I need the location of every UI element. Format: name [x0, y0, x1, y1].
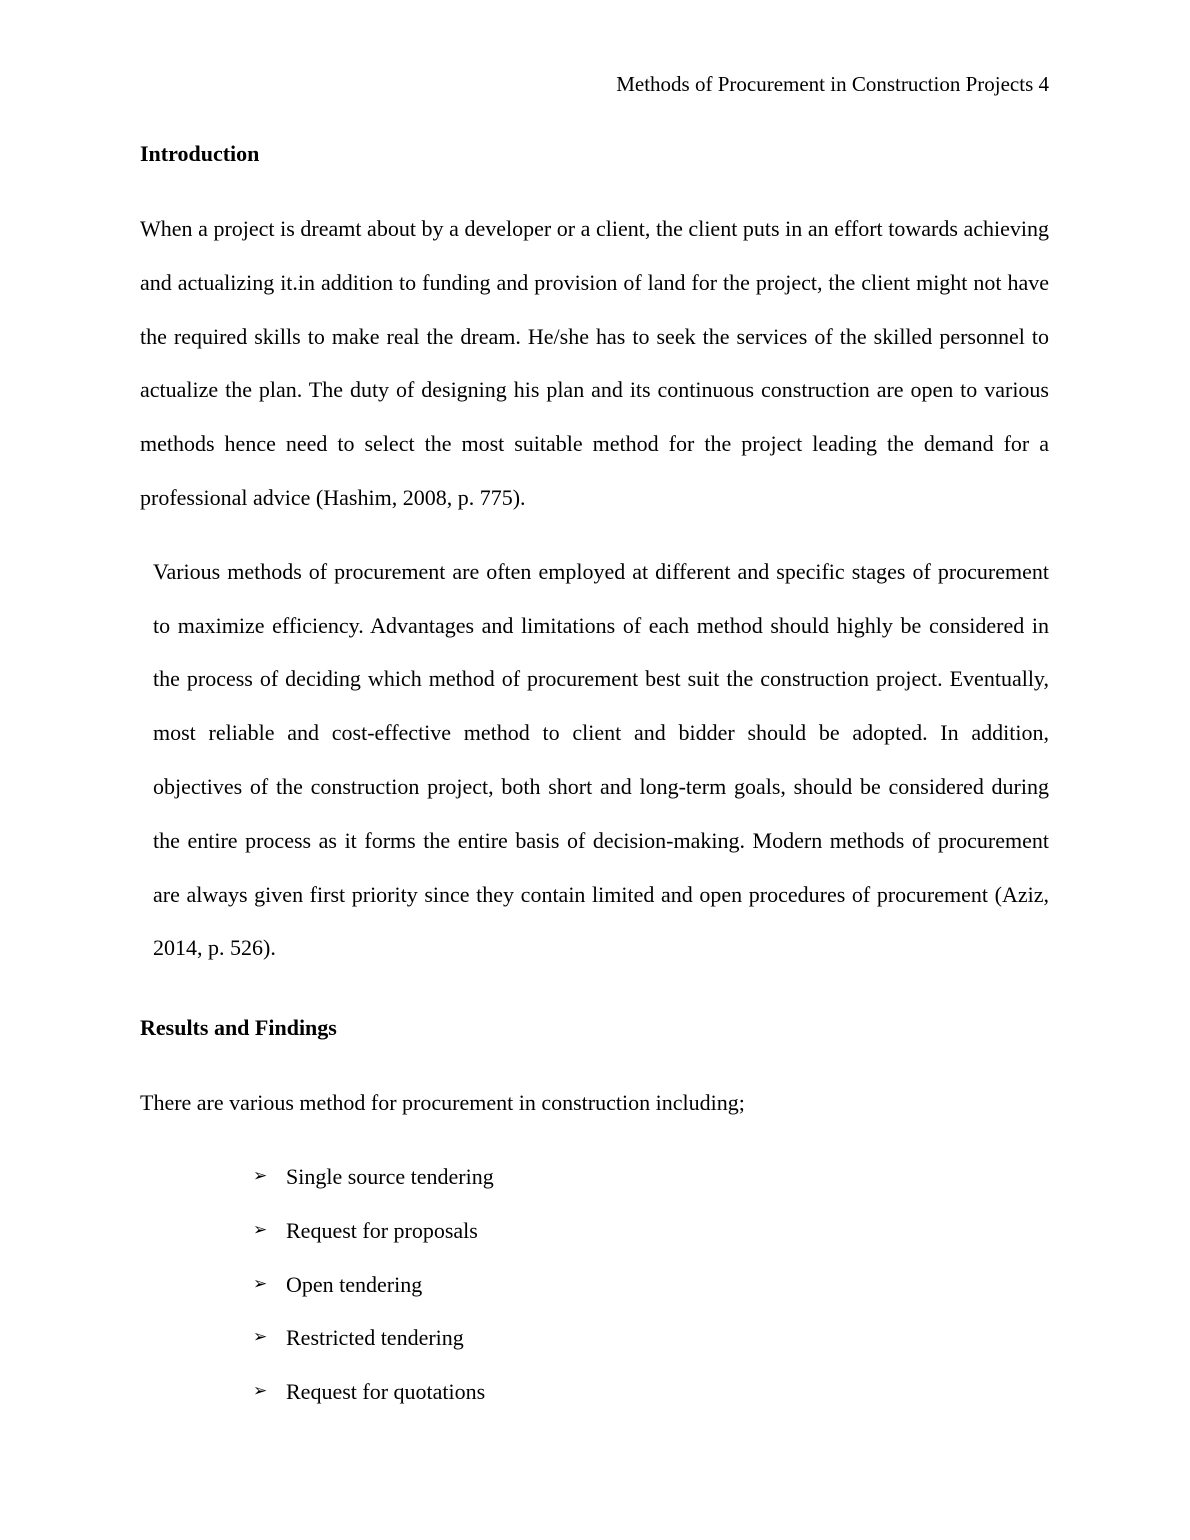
arrow-bullet-icon: ➢ — [253, 1381, 268, 1402]
arrow-bullet-icon: ➢ — [253, 1273, 268, 1294]
introduction-paragraph-1: When a project is dreamt about by a developer or a client, the client puts in an effort towards achieving and actualizing it.in addition to funding and provision of land for the project, the client might not have the required skills to make real the dream. He/she has to seek the services of the skilled personnel to actualize the plan. The duty of designing his plan and its continuous construction are open to various methods hence need to select the most suitable method for the project leading the demand for a professional advice (Hashim, 2008, p. 775). — [140, 216, 1049, 510]
list-item-label: Open tendering — [286, 1271, 423, 1297]
arrow-bullet-icon: ➢ — [253, 1165, 268, 1186]
list-item-label: Request for quotations — [286, 1379, 486, 1405]
arrow-bullet-icon: ➢ — [253, 1219, 268, 1240]
list-item — [140, 1311, 1049, 1365]
procurement-methods-list — [140, 1150, 1049, 1419]
results-heading: Results and Findings — [140, 1015, 337, 1041]
list-item — [140, 1204, 1049, 1258]
list-item-label: Single source tendering — [286, 1163, 494, 1189]
results-intro: There are various method for procurement in construction including; — [140, 1090, 745, 1116]
introduction-heading: Introduction — [140, 141, 260, 166]
list-item-label: Request for proposals — [286, 1217, 478, 1243]
arrow-bullet-icon: ➢ — [253, 1327, 268, 1348]
list-item — [140, 1150, 1049, 1204]
document-body — [140, 139, 1049, 1419]
list-item-label: Restricted tendering — [286, 1325, 464, 1351]
introduction-paragraph-2: Various methods of procurement are often employed at different and specific stages of procurement to maximize efficiency. Advantages and limitations of each method should highly be considered in the process of deciding which method of procurement best suit the construction project. Eventually, most reliable and cost-effective method to client and bidder should be adopted. In addition, objectives of the construction project, both short and long-term goals, should be considered during the entire process as it forms the entire basis of decision-making. Modern methods of procurement are always given first priority since they contain limited and open procedures of procurement (Aziz, 2014, p. 526). — [153, 558, 1049, 961]
running-head: Methods of Procurement in Construction Projects 4 — [616, 72, 1049, 96]
list-item — [140, 1258, 1049, 1312]
list-item — [140, 1365, 1049, 1419]
